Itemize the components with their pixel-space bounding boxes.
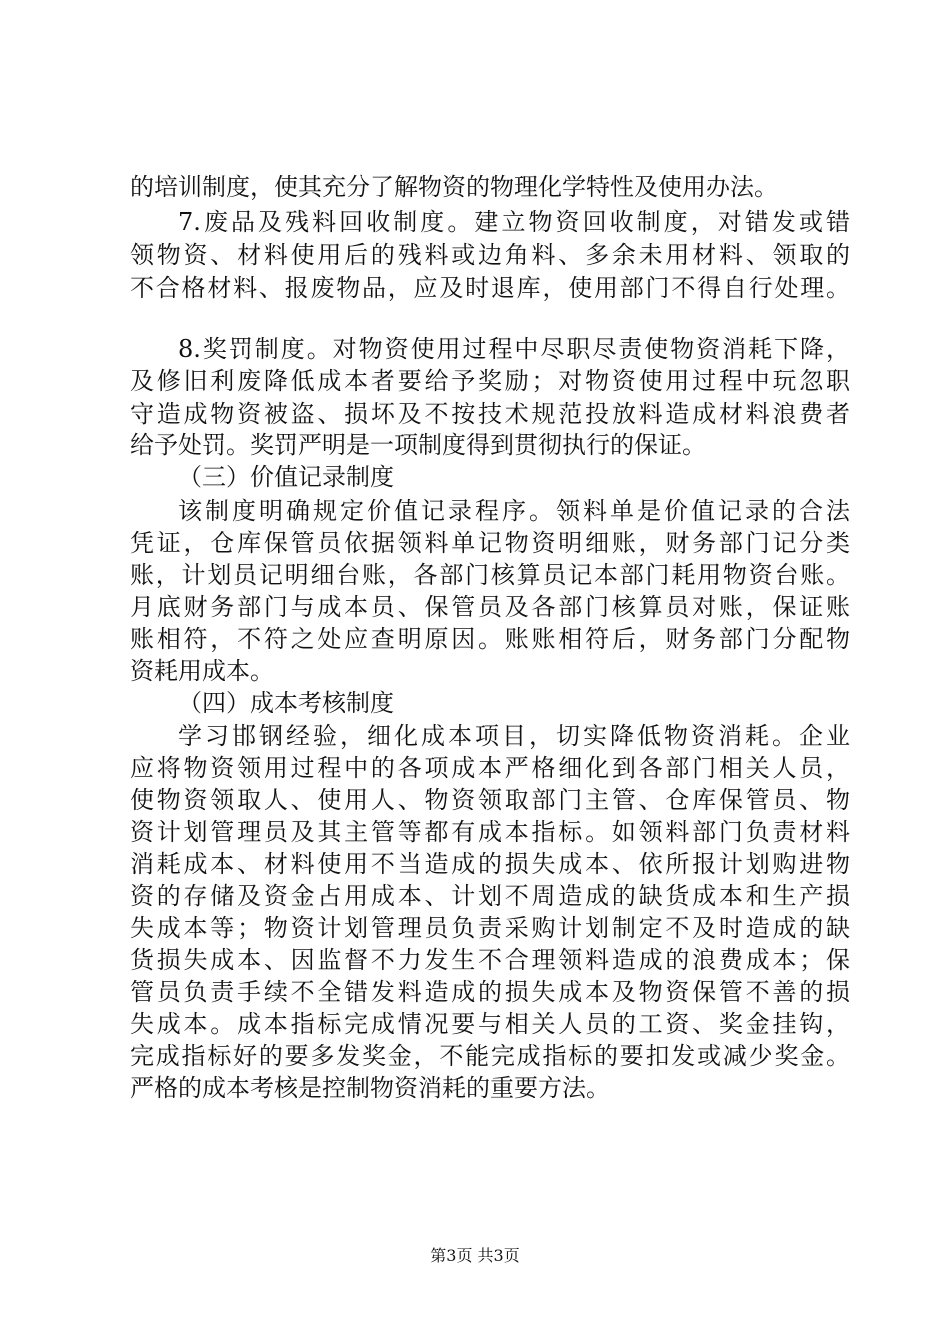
page-number-footer: 第3页 共3页	[430, 1246, 520, 1265]
text-line: 月底财务部门与成本员、保管员及各部门核算员对账，保证账	[130, 593, 850, 621]
text-line: 货损失成本、因监督不力发生不合理领料造成的浪费成本；保	[130, 946, 850, 974]
text-line: 失成本等；物资计划管理员负责采购计划制定不及时造成的缺	[130, 914, 850, 942]
text-line: 领物资、材料使用后的残料或边角料、多余未用材料、领取的	[130, 241, 850, 269]
text-line: 账，计划员记明细台账，各部门核算员记本部门耗用物资台账。	[130, 561, 850, 589]
text-line: 应将物资领用过程中的各项成本严格细化到各部门相关人员，	[130, 754, 850, 782]
text-line: 使物资领取人、使用人、物资领取部门主管、仓库保管员、物	[130, 786, 850, 814]
text-line: 的培训制度，使其充分了解物资的物理化学特性及使用办法。	[130, 173, 778, 201]
text-line: 8.奖罚制度。对物资使用过程中尽职尽责使物资消耗下降，	[178, 335, 850, 363]
text-line: 消耗成本、材料使用不当造成的损失成本、依所报计划购进物	[130, 850, 850, 878]
section-heading: （四）成本考核制度	[178, 689, 394, 717]
text-line: 资计划管理员及其主管等都有成本指标。如领料部门负责材料	[130, 818, 850, 846]
text-line: 完成指标好的要多发奖金，不能完成指标的要扣发或减少奖金。	[130, 1042, 850, 1070]
text-line: 凭证，仓库保管员依据领料单记物资明细账，财务部门记分类	[130, 529, 850, 557]
section-heading: （三）价值记录制度	[178, 463, 394, 491]
text-line: 账相符，不符之处应查明原因。账账相符后，财务部门分配物	[130, 625, 850, 653]
text-line: 失成本。成本指标完成情况要与相关人员的工资、奖金挂钩，	[130, 1010, 850, 1038]
text-line: 及修旧利废降低成本者要给予奖励；对物资使用过程中玩忽职	[130, 367, 850, 395]
text-line: 不合格材料、报废物品，应及时退库，使用部门不得自行处理。	[130, 274, 850, 302]
text-line: 资的存储及资金占用成本、计划不周造成的缺货成本和生产损	[130, 882, 850, 910]
text-line: 给予处罚。奖罚严明是一项制度得到贯彻执行的保证。	[130, 431, 706, 459]
text-line: 学习邯钢经验，细化成本项目，切实降低物资消耗。企业	[178, 722, 850, 750]
text-line: 管员负责手续不全错发料造成的损失成本及物资保管不善的损	[130, 978, 850, 1006]
text-line: 严格的成本考核是控制物资消耗的重要方法。	[130, 1074, 610, 1102]
text-line: 守造成物资被盗、损坏及不按技术规范投放料造成材料浪费者	[130, 400, 850, 428]
text-line: 该制度明确规定价值记录程序。领料单是价值记录的合法	[178, 497, 850, 525]
text-line: 7.废品及残料回收制度。建立物资回收制度，对错发或错	[178, 208, 850, 236]
text-line: 资耗用成本。	[130, 657, 274, 685]
